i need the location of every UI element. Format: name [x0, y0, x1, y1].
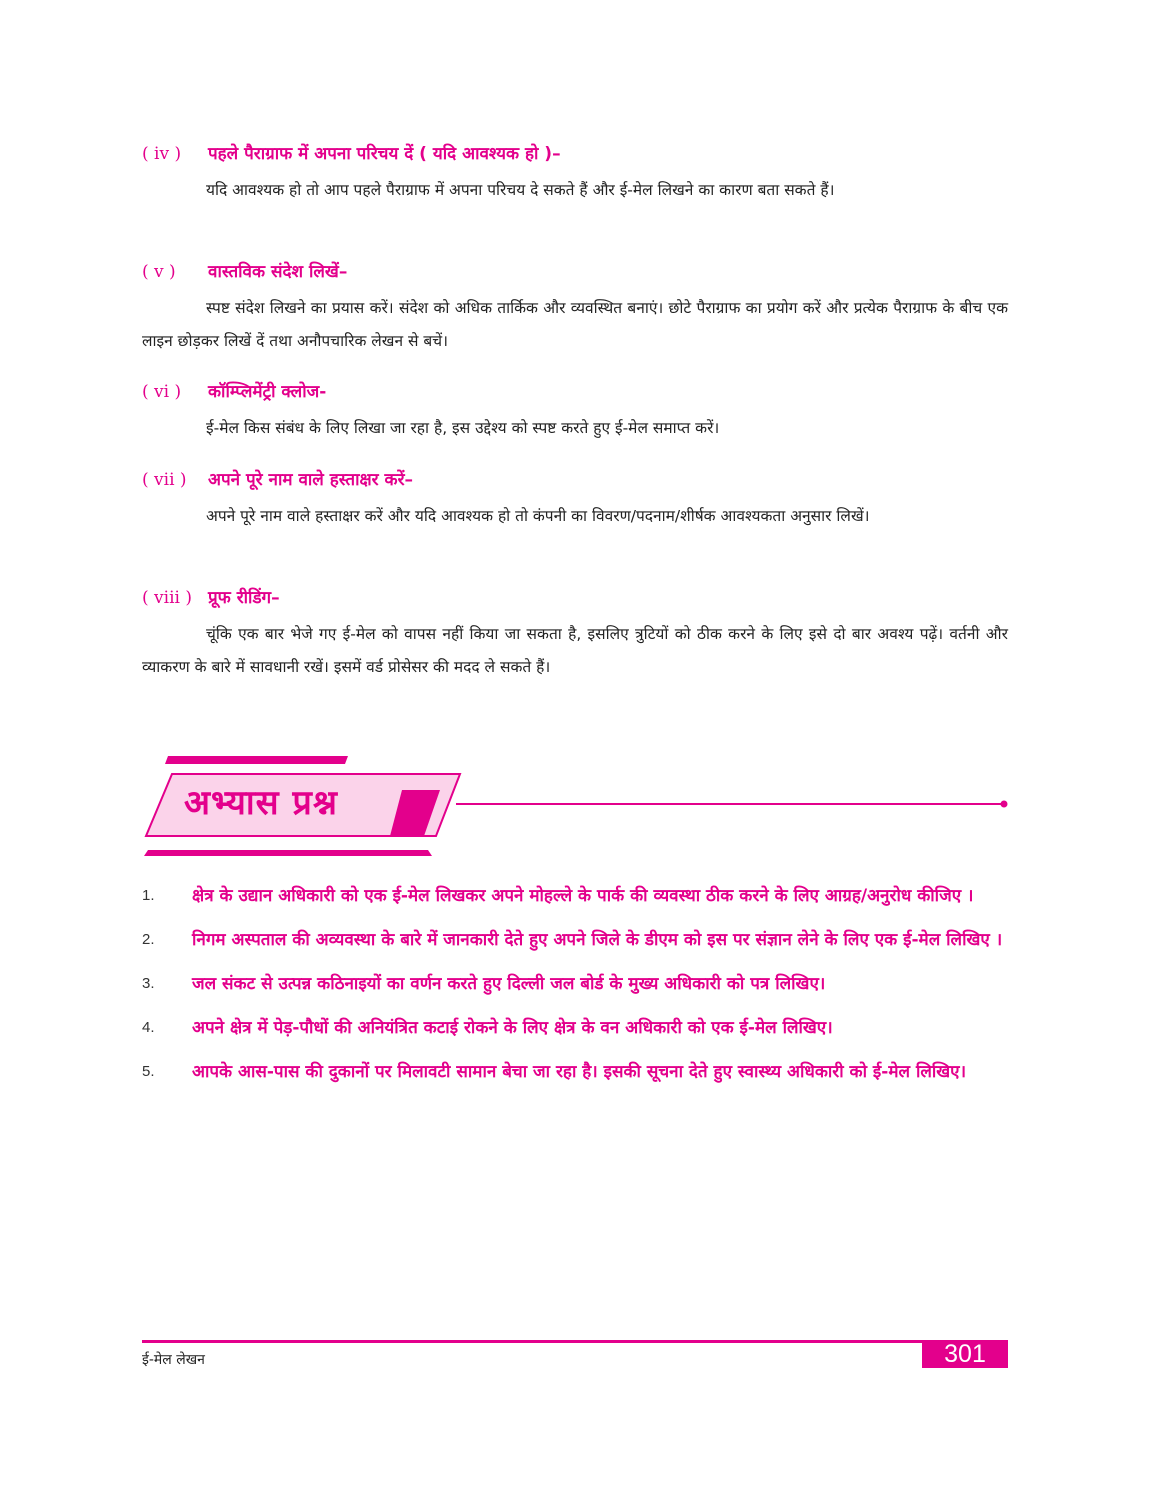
section-heading [142, 586, 1008, 610]
question-item [142, 1012, 1008, 1044]
section-title: कॉम्प्लिमेंट्री क्लोज- [208, 382, 327, 402]
section-number: ( viii ) [142, 588, 192, 608]
question-text: निगम अस्पताल की अव्यवस्था के बारे में जानकारी देते हुए अपने जिले के डीएम को इस पर संज्ञान लेने के लिए एक ई-मेल लिखिए । [192, 930, 1003, 950]
section-body: चूंकि एक बार भेजे गए ई-मेल को वापस नहीं किया जा सकता है, इसलिए त्रुटियों को ठीक करने के लिए इसे दो बार अवश्य पढ़ें। वर्तनी और व्याकरण के बारे में सावधानी रखें। इसमें वर्ड प्रोसेसर की मदद ले सकते हैं। [142, 625, 1008, 676]
section-title: प्रूफ रीडिंग– [208, 588, 280, 608]
footer-rule [142, 1340, 1008, 1343]
question-text: जल संकट से उत्पन्न कठिनाइयों का वर्णन करते हुए दिल्ली जल बोर्ड के मुख्य अधिकारी को पत्र लिखिए। [192, 974, 826, 994]
footer-chapter-label: ई-मेल लेखन [142, 1352, 205, 1368]
question-number: 4. [142, 1019, 155, 1036]
section-body: अपने पूरे नाम वाले हस्ताक्षर करें और यदि आवश्यक हो तो कंपनी का विवरण/पदनाम/शीर्षक आवश्यकता अनुसार लिखें। [206, 507, 870, 525]
section-vii [142, 468, 1008, 533]
section-title: वास्तविक संदेश लिखें– [208, 262, 348, 282]
section-heading [142, 142, 1008, 166]
section-vi [142, 380, 1008, 445]
section-body: स्पष्ट संदेश लिखने का प्रयास करें। संदेश को अधिक तार्किक और व्यवस्थित बनाएं। छोटे पैराग्राफ का प्रयोग करें और प्रत्येक पैराग्राफ के बीच एक लाइन छोड़कर लिखें दें तथा अनौपचारिक लेखन से बचें। [142, 299, 1008, 350]
section-heading [142, 468, 1008, 492]
section-number: ( v ) [142, 262, 176, 282]
section-body: ई-मेल किस संबंध के लिए लिखा जा रहा है, इस उद्देश्य को स्पष्ट करते हुए ई-मेल समाप्त करें। [206, 419, 720, 437]
question-text: क्षेत्र के उद्यान अधिकारी को एक ई-मेल लिखकर अपने मोहल्ले के पार्क की व्यवस्था ठीक करने के लिए आग्रह/अनुरोध कीजिए । [192, 886, 974, 906]
section-body: यदि आवश्यक हो तो आप पहले पैराग्राफ में अपना परिचय दे सकते हैं और ई-मेल लिखने का कारण बता सकते हैं। [206, 181, 835, 199]
section-number: ( vi ) [142, 382, 182, 402]
question-number: 1. [142, 887, 155, 904]
exercise-questions [142, 880, 1008, 1100]
section-v [142, 260, 1008, 358]
exercise-banner [140, 750, 1020, 862]
section-heading [142, 260, 1008, 284]
section-title: अपने पूरे नाम वाले हस्ताक्षर करें– [208, 470, 414, 490]
question-item [142, 968, 1008, 1000]
question-text: आपके आस-पास की दुकानों पर मिलावटी सामान बेचा जा रहा है। इसकी सूचना देते हुए स्वास्थ्य अधिकारी को ई-मेल लिखिए। [192, 1062, 967, 1082]
exercise-title: अभ्यास प्रश्न [184, 783, 338, 823]
question-number: 2. [142, 931, 155, 948]
section-heading [142, 380, 1008, 404]
question-text: अपने क्षेत्र में पेड़-पौधों की अनियंत्रित कटाई रोकने के लिए क्षेत्र के वन अधिकारी को एक ई-मेल लिखिए। [192, 1018, 833, 1038]
question-item [142, 1056, 1008, 1088]
section-title: पहले पैराग्राफ में अपना परिचय दें ( यदि आवश्यक हो )– [208, 144, 561, 164]
question-item [142, 924, 1008, 956]
question-item [142, 880, 1008, 912]
section-iv [142, 142, 1008, 207]
section-viii [142, 586, 1008, 684]
question-number: 3. [142, 975, 155, 992]
section-number: ( vii ) [142, 470, 187, 490]
section-number: ( iv ) [142, 144, 182, 164]
page-number: 301 [922, 1340, 1008, 1368]
question-number: 5. [142, 1063, 155, 1080]
